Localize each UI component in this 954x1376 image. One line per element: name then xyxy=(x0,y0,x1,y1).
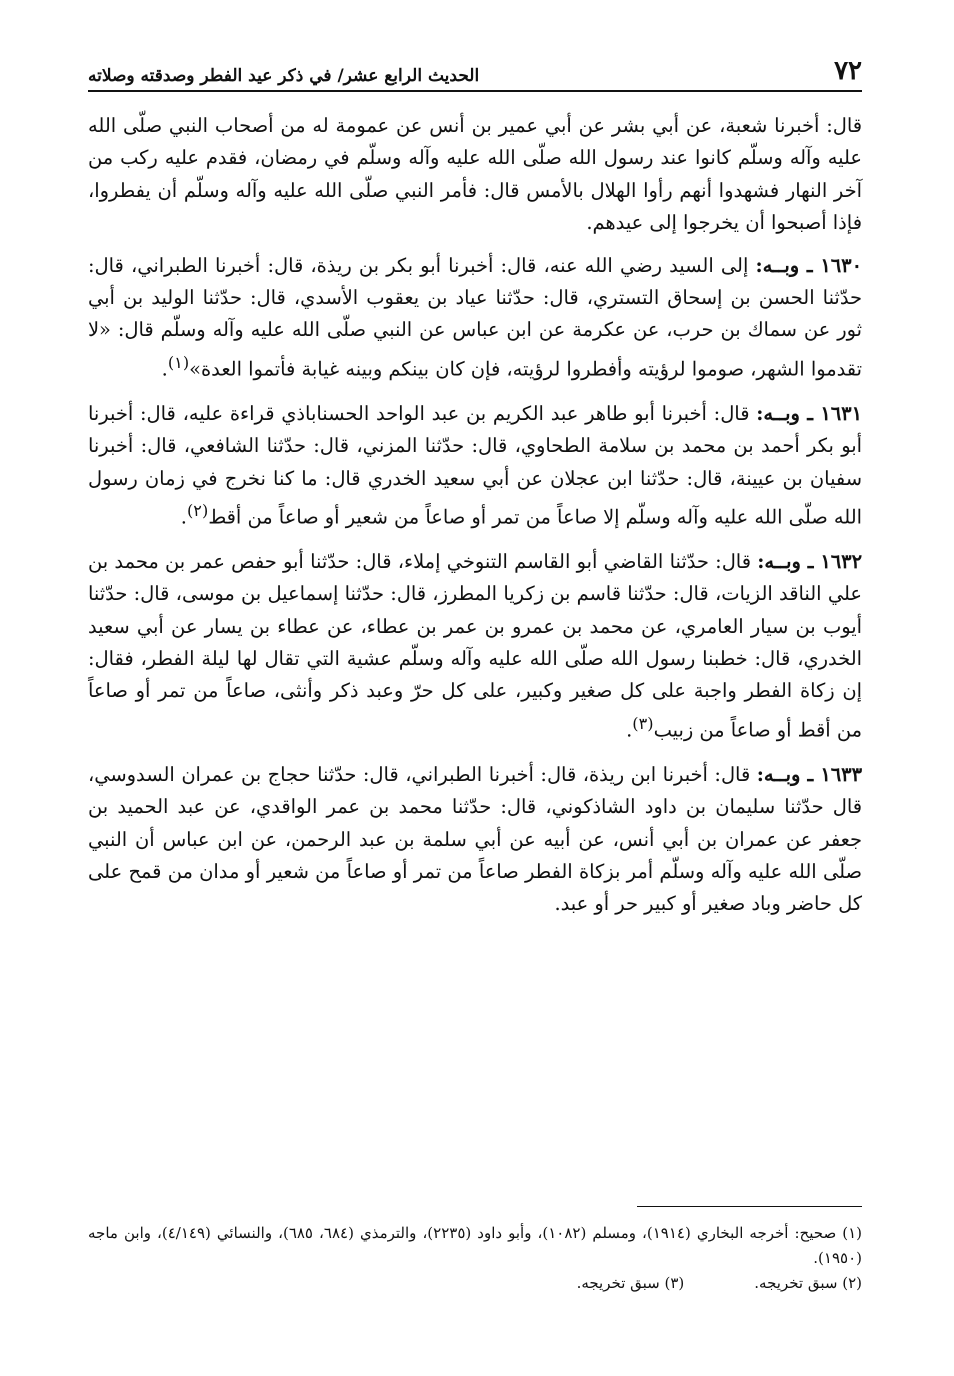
footnote-2: (٢) سبق تخريجه. xyxy=(754,1274,862,1292)
running-title: الحديث الرابع عشر/ في ذكر عيد الفطر وصدقته وصلاته xyxy=(88,66,480,86)
footnote-3: (٣) سبق تخريجه. xyxy=(576,1274,685,1292)
hadith-1631 xyxy=(88,398,862,534)
footnote-divider xyxy=(637,1206,862,1207)
paragraph-end: . xyxy=(626,718,633,742)
hadith-1633 xyxy=(88,759,862,921)
paragraph-text: قال: أخبرنا ابن ريذة، قال: أخبرنا الطبراني، قال: حدّثنا حجاج بن عمران السدوسي، قال حدّثنا سليمان بن داود الشاذكوني، قال: حدّثنا محمد بن عمر الواقدي، عن عبد الحميد بن جعفر عن عمران بن أبي أنس، عن أبيه عن أبي سلمة بن عبد الرحمن، عن ابن عباس أن النبي صلّى الله عليه وآله وسلّم أمر بزكاة الفطر صاعاً من تمر أو صاعاً من شعير أو مدان من قمح على كل حاضر وباد صغير أو كبير حر أو عبد. xyxy=(88,762,862,916)
footnote-row xyxy=(88,1271,862,1296)
paragraph-continuation xyxy=(88,110,862,240)
page-header xyxy=(88,52,862,92)
paragraph-text: إلى السيد رضي الله عنه، قال: أخبرنا أبو بكر بن ريذة، قال: أخبرنا الطبراني، قال: حدّثنا الحسن بن إسحاق التستري، قال: حدّثنا عياد بن يعقوب الأسدي، قال: حدّثنا الوليد بن أبي ثور عن سماك بن حرب، عن عكرمة عن ابن عباس عن النبي صلّى الله عليه وآله وسلّم قال: «لا تقدموا الشهر، صوموا لرؤيته وأفطروا لرؤيته، فإن كان بينكم وبينه غيابة فأتموا العدة» xyxy=(88,253,862,381)
paragraph-text: قال: أخبرنا أبو طاهر عبد الكريم بن عبد الواحد الحسناباذي قراءة عليه، قال: أخبرنا أبو بكر أحمد بن محمد بن سلامة الطحاوي، قال: حدّثنا المزني، قال: حدّثنا الشافعي، قال: أخبرنا سفيان بن عيينة، قال: حدّثنا ابن عجلان عن أبي سعيد الخدري قال: ما كنا نخرج في زمان رسول الله صلّى الله عليه وآله وسلّم إلا صاعاً من تمر أو صاعاً من شعير أو صاعاً من أقط xyxy=(88,401,862,529)
hadith-number: ١٦٣٠ ـ وبــه: xyxy=(755,253,862,277)
footnote-ref[interactable]: (١) xyxy=(167,352,190,372)
paragraph-end: . xyxy=(161,357,168,381)
footnote-ref[interactable]: (٣) xyxy=(632,713,654,733)
hadith-number: ١٦٣٢ ـ وبــه: xyxy=(757,549,862,573)
footnote-ref[interactable]: (٢) xyxy=(186,500,209,520)
body-text xyxy=(88,110,862,921)
paragraph-text: قال: أخبرنا شعبة، عن أبي بشر عن أبي عمير بن أنس عن عمومة له من أصحاب النبي صلّى الله عليه وآله وسلّم كانوا عند رسول الله صلّى الله عليه وآله وسلّم في رمضان، فقدم عليه ركب من آخر النهار فشهدوا أنهم رأوا الهلال بالأمس قال: فأمر النبي صلّى الله عليه وآله وسلّم أن يفطروا، فإذا أصبحوا أن يخرجوا إلى عيدهم. xyxy=(88,114,862,235)
paragraph-text: قال: حدّثنا القاضي أبو القاسم التنوخي إملاء، قال: حدّثنا أبو حفص عمر بن محمد بن علي الناقد الزيات، قال: حدّثنا قاسم بن زكريا المطرز، قال: حدّثنا إسماعيل بن موسى، قال: حدّثنا أيوب بن سيار العامري، عن محمد بن عمرو بن عمر بن عطاء، عن عطاء بن يسار عن أبي سعيد الخدري، قال: خطبنا رسول الله صلّى الله عليه وآله وسلّم عشية التي تقال لها ليلة الفطر، فقال: إن زكاة الفطر واجبة على كل صغير وكبير، على كل حرّ وعبد ذكر وأنثى، صاعاً من تمر أو صاعاً من أقط أو صاعاً من زبيب xyxy=(88,549,862,742)
page-number: ٧٢ xyxy=(834,56,862,86)
footnote-1: (١) صحيح: أخرجه البخاري (١٩١٤)، ومسلم (١٠٨٢)، وأبو داود (٢٢٣٥)، والترمذي (٦٨٤، ٦٨٥)، والنسائي (٤/١٤٩)، وابن ماجه (١٩٥٠). xyxy=(88,1224,863,1267)
hadith-number: ١٦٣٣ ـ وبــه: xyxy=(756,762,862,786)
hadith-1632 xyxy=(88,546,862,747)
hadith-1630 xyxy=(88,250,862,386)
footnotes xyxy=(88,1206,862,1296)
paragraph-end: . xyxy=(180,505,187,529)
hadith-number: ١٦٣١ ـ وبــه: xyxy=(756,401,862,425)
